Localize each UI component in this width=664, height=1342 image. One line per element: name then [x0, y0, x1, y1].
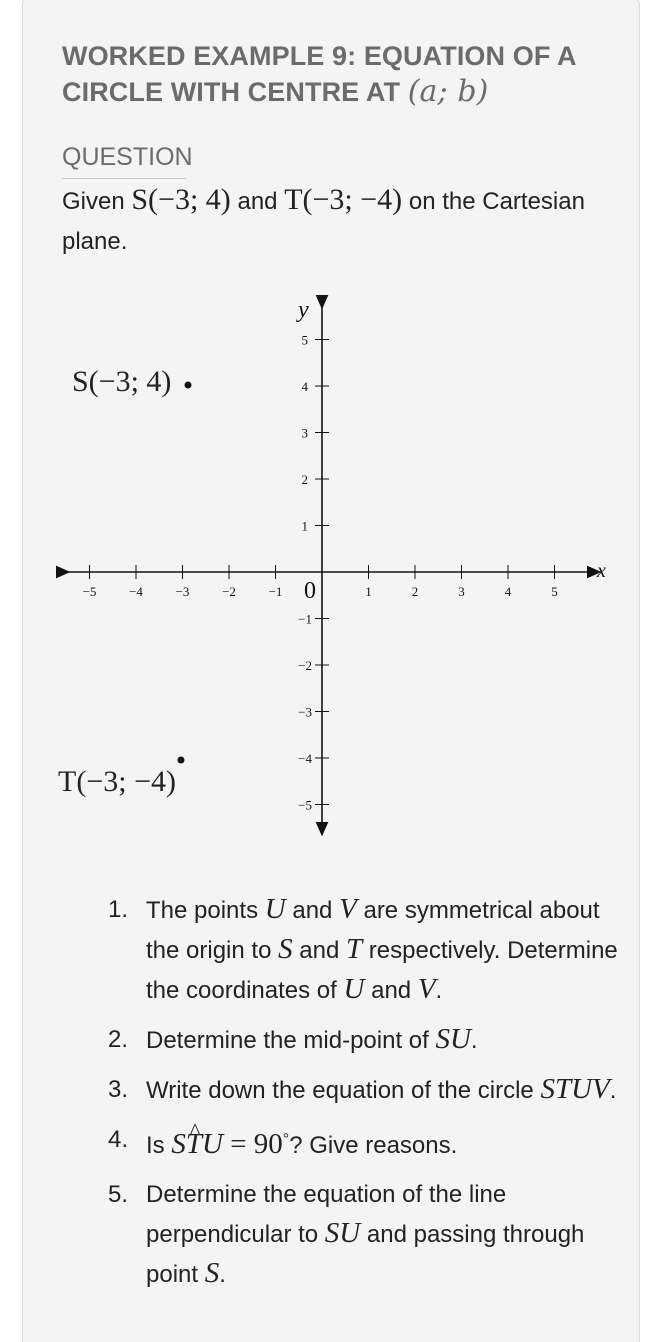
math-v: V [339, 893, 357, 925]
y-axis-label: y [298, 297, 309, 323]
task-text-part: ? Give reasons. [289, 1132, 458, 1159]
given-prefix: Given [62, 188, 132, 215]
title-line-2 [62, 74, 622, 110]
math-equals-90: = 90 [222, 1128, 283, 1160]
math-su: SU [435, 1023, 471, 1055]
task-text-part: and [285, 897, 340, 924]
task-1 [108, 890, 628, 1010]
math-u: U [201, 1128, 223, 1160]
y-tick-label: −5 [298, 797, 312, 813]
task-text [146, 1020, 628, 1060]
task-2 [108, 1020, 628, 1060]
x-tick-label: −2 [222, 584, 236, 599]
task-5 [108, 1175, 628, 1294]
task-text-part: Is [146, 1132, 172, 1159]
math-s: S [204, 1257, 220, 1289]
task-text-part: . [609, 1077, 617, 1104]
math-v: V [417, 973, 436, 1005]
task-text-part: and [364, 977, 418, 1004]
x-tick-label: −3 [175, 584, 190, 599]
task-3 [108, 1070, 628, 1110]
title-math: (a; b) [407, 74, 489, 109]
given-and: and [230, 188, 285, 215]
task-list [108, 890, 628, 1304]
title-line-2-text: CIRCLE WITH CENTRE AT [62, 77, 408, 107]
x-tick-label: 4 [504, 584, 512, 599]
y-tick-label: −3 [298, 704, 312, 720]
math-su: SU [324, 1217, 361, 1249]
x-tick-label: 2 [411, 584, 419, 599]
y-tick-label: 5 [301, 332, 308, 348]
y-tick-label: −4 [298, 751, 312, 766]
y-tick-label: 3 [301, 425, 308, 441]
task-text-part: Determine the mid-point of [146, 1027, 436, 1054]
point-t-label: T(−3; −4) [58, 765, 176, 798]
math-s: S [171, 1128, 186, 1160]
task-number: 4. [108, 1126, 129, 1153]
x-tick-label: −4 [129, 584, 143, 599]
task-number: 2. [108, 1026, 129, 1053]
given-statement [62, 180, 622, 262]
page-title [62, 38, 622, 110]
x-ticks [83, 565, 558, 599]
y-tick-label: 2 [301, 472, 308, 487]
task-text [146, 1175, 628, 1294]
task-4 [108, 1120, 628, 1165]
y-tick-label: 1 [301, 518, 308, 534]
degree-symbol: ° [282, 1131, 290, 1148]
math-u: U [264, 893, 286, 925]
task-text-part: . [219, 1261, 226, 1288]
x-tick-label: 3 [458, 584, 465, 599]
task-text-part: . [435, 977, 443, 1004]
given-point-t: T(−3; −4) [284, 183, 403, 216]
x-tick-label: 5 [551, 584, 558, 599]
cartesian-graph [50, 295, 610, 840]
task-number: 3. [108, 1076, 129, 1103]
question-heading: QUESTION [62, 143, 186, 179]
task-number: 1. [108, 896, 129, 923]
given-suffix: on the Cartesian plane. [62, 188, 585, 255]
task-text-part: . [470, 1027, 478, 1054]
task-text [146, 890, 628, 1010]
math-t: T [345, 933, 363, 965]
y-tick-label: −2 [298, 658, 312, 673]
x-axis-label: x [597, 560, 606, 582]
point-t-dot [178, 757, 185, 764]
math-u: U [343, 973, 365, 1005]
y-tick-label: −1 [298, 611, 312, 627]
task-text-part: and passing through point [146, 1221, 585, 1288]
math-s: S [278, 933, 293, 965]
point-s-label: S(−3; 4) [72, 365, 172, 398]
math-t-hat: ^ T [186, 1125, 202, 1164]
task-text-part: are symmetrical about the origin to [146, 897, 600, 964]
task-text-part: Write down the equation of the circle [146, 1077, 541, 1104]
task-text [146, 1070, 628, 1110]
y-tick-label: 4 [301, 379, 308, 394]
origin-label: 0 [304, 578, 316, 604]
x-tick-label: −5 [82, 584, 97, 599]
x-tick-label: −1 [268, 584, 283, 599]
task-text-part: Determine the equation of the line perpendicular to [146, 1181, 507, 1248]
task-text-part: The points [146, 897, 265, 924]
title-line-1: WORKED EXAMPLE 9: EQUATION OF A [62, 41, 577, 71]
task-text-part: respectively. Determine the coordinates of [146, 937, 618, 1004]
math-stuv: STUV [540, 1073, 610, 1105]
task-number: 5. [108, 1181, 129, 1208]
x-tick-label: 1 [365, 584, 372, 599]
task-text [146, 1120, 628, 1165]
task-text-part: and [292, 937, 346, 964]
point-s-dot [185, 382, 192, 389]
given-point-s: S(−3; 4) [131, 183, 231, 216]
